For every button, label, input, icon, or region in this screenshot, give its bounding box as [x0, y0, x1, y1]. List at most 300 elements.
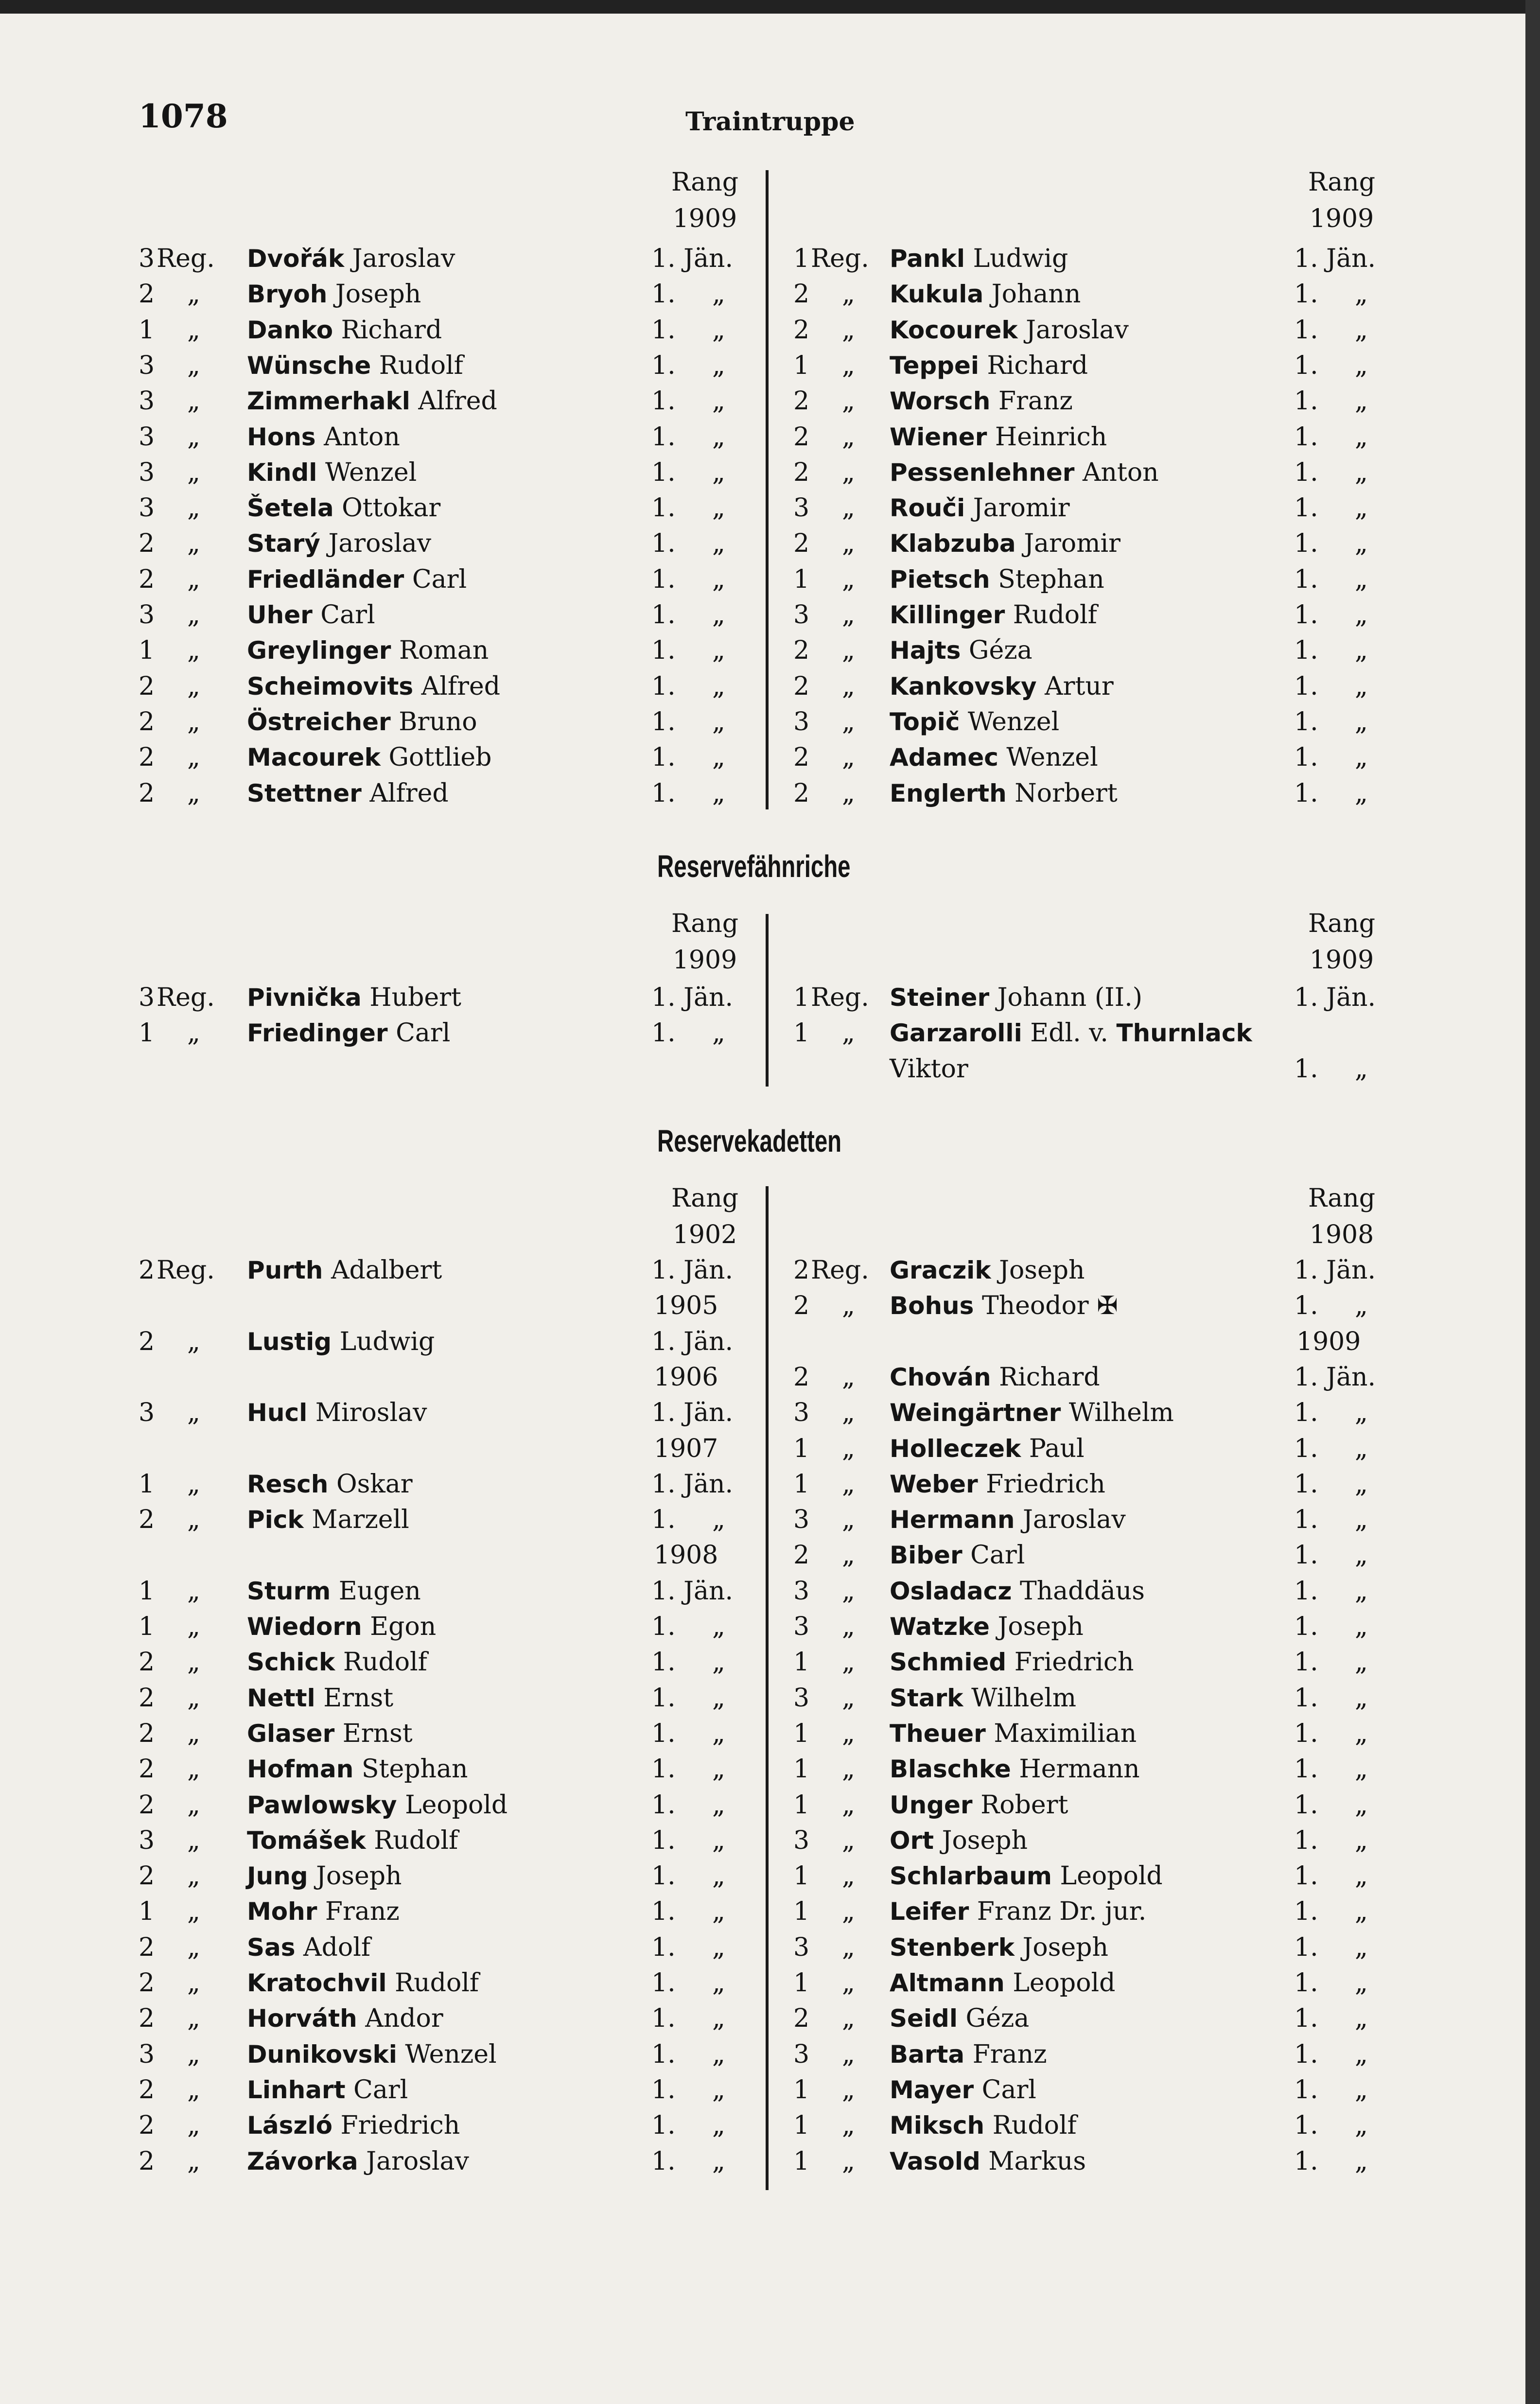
regiment-number: 3: [139, 493, 155, 523]
ditto-mark: „: [187, 1755, 200, 1784]
surname: Östreicher: [247, 707, 391, 736]
ditto-mark: „: [1355, 1291, 1368, 1321]
given-name: Géza: [965, 2004, 1030, 2034]
surname: Friedinger: [247, 1019, 388, 1048]
roster-entry: [0, 1541, 1540, 1575]
surname: Závorka: [247, 2147, 358, 2176]
surname: Theuer: [890, 1719, 986, 1748]
ditto-mark: „: [187, 315, 200, 345]
rank-date: 1.: [651, 1897, 676, 1927]
given-name: Maximilian: [994, 1719, 1137, 1748]
rank-date: 1. Jän.: [1294, 1256, 1376, 1285]
regiment-number: 1: [793, 1755, 810, 1784]
surname: Pessenlehner: [890, 458, 1075, 487]
roster-entry: [0, 244, 1540, 278]
person-name: [890, 1577, 1145, 1606]
given-name: Franz: [972, 2039, 1047, 2069]
rank-date: 1.: [651, 707, 676, 737]
roster-entry: [0, 1054, 1540, 1088]
surname: Garzarolli: [890, 1019, 1022, 1048]
person-name: [890, 779, 1118, 808]
ditto-mark: „: [1355, 529, 1368, 559]
roster-entry: [0, 458, 1540, 492]
ditto-mark: „: [1355, 1576, 1368, 1606]
surname: Killinger: [890, 601, 1005, 629]
surname: Adamec: [890, 743, 998, 772]
rank-date: 1.: [651, 636, 676, 666]
rank-date: 1.: [1294, 1683, 1318, 1713]
surname: Hons: [247, 422, 316, 451]
surname: Lustig: [247, 1327, 332, 1356]
surname: Tomášek: [247, 1826, 366, 1855]
ditto-mark: „: [842, 280, 855, 309]
rang-year: 1908: [654, 1541, 718, 1570]
rank-date: 1.: [1294, 707, 1318, 737]
given-name: Artur: [1045, 671, 1114, 701]
given-name: Egon: [370, 1612, 437, 1641]
roster-entry: [0, 2111, 1540, 2145]
rank-date: 1.: [1294, 1932, 1318, 1962]
given-name: Oskar: [336, 1469, 413, 1499]
ditto-mark: „: [842, 671, 855, 701]
ditto-mark: „: [842, 1648, 855, 1677]
ditto-mark: „: [842, 1541, 855, 1570]
roster-entry: [0, 422, 1540, 456]
regiment-number: 2: [139, 1327, 155, 1356]
regiment-number: 2: [793, 529, 810, 559]
rank-date: 1.: [651, 564, 676, 594]
given-name: Alfred: [369, 778, 449, 808]
rank-date: 1. Jän.: [651, 1327, 734, 1356]
ditto-mark: „: [1355, 2146, 1368, 2176]
regiment-number: 2: [139, 1719, 155, 1748]
given-name: Adalbert: [331, 1256, 442, 1285]
ditto-mark: „: [842, 2004, 855, 2034]
surname: Pawlowsky: [247, 1790, 397, 1819]
rank-date: 1. Jän.: [651, 1398, 734, 1428]
regiment-number: 3: [139, 422, 155, 452]
roster-entry: [0, 1434, 1540, 1468]
given-name: Eugen: [338, 1576, 421, 1606]
surname: Topič: [890, 707, 960, 736]
ditto-mark: „: [842, 1825, 855, 1855]
surname: László: [247, 2111, 332, 2140]
ditto-mark: „: [712, 493, 725, 523]
given-name: Ernst: [323, 1683, 394, 1713]
regiment-number: 1: [139, 636, 155, 666]
ditto-mark: „: [842, 1469, 855, 1499]
rank-date: 1.: [651, 493, 676, 523]
regiment-number: 1: [793, 2146, 810, 2176]
regiment-number: 2: [139, 671, 155, 701]
given-name: Jaromir: [973, 493, 1070, 523]
rang-year: 1909: [672, 204, 737, 233]
regiment-number: 2: [139, 707, 155, 737]
given-name: Jaroslav: [1022, 1505, 1126, 1535]
ditto-mark: „: [1355, 1932, 1368, 1962]
ditto-mark: „: [1355, 707, 1368, 737]
surname: Dunikovski: [247, 2040, 397, 2069]
rank-date: 1.: [1294, 315, 1318, 345]
rank-date: 1.: [651, 422, 676, 452]
regiment-number: 2: [793, 778, 810, 808]
ditto-mark: „: [842, 529, 855, 559]
regiment-number: 2: [139, 280, 155, 309]
regiment-label: Reg.: [157, 244, 215, 273]
given-name: Leopold: [1013, 1968, 1116, 1998]
surname: Resch: [247, 1470, 329, 1498]
person-name: [890, 351, 1088, 380]
roster-entry: [0, 983, 1540, 1017]
rank-date: 1.: [651, 2075, 676, 2105]
rang-header: Rang: [671, 1184, 739, 1213]
surname: Miksch: [890, 2111, 985, 2140]
ditto-mark: „: [1355, 1790, 1368, 1820]
regiment-number: 2: [793, 2004, 810, 2034]
ditto-mark: „: [187, 386, 200, 416]
ditto-mark: „: [187, 1861, 200, 1891]
rang-header: Rang: [1308, 909, 1376, 938]
ditto-mark: „: [187, 1825, 200, 1855]
rank-date: 1.: [1294, 1719, 1318, 1748]
rang-year: 1907: [654, 1434, 718, 1463]
given-name: Rudolf: [343, 1648, 427, 1677]
ditto-mark: „: [712, 386, 725, 416]
roster-entry: [0, 529, 1540, 563]
rank-date: 1.: [1294, 1054, 1318, 1084]
regiment-number: 2: [139, 778, 155, 808]
regiment-number: 1: [793, 1897, 810, 1927]
regiment-number: 3: [793, 1398, 810, 1428]
rang-year: 1902: [672, 1220, 737, 1249]
roster-entry: [0, 280, 1540, 314]
given-name: Jaroslav: [366, 2146, 469, 2176]
rank-date: 1.: [1294, 1825, 1318, 1855]
person-name: [890, 1363, 1100, 1392]
surname: Bohus: [890, 1292, 974, 1320]
surname: Klabzuba: [890, 529, 1016, 558]
roster-entry: [0, 1398, 1540, 1432]
ditto-mark: „: [1355, 564, 1368, 594]
regiment-number: 1: [139, 1018, 155, 1048]
ditto-mark: „: [842, 1362, 855, 1392]
surname: Kindl: [247, 458, 317, 487]
regiment-number: 1: [793, 1719, 810, 1748]
surname: Mayer: [890, 2075, 974, 2104]
given-name: Joseph: [998, 1612, 1084, 1641]
given-name: Rudolf: [374, 1825, 458, 1855]
page-title: Traintruppe: [685, 107, 855, 137]
given-name: Edl. v.: [1030, 1018, 1108, 1048]
given-name: Stephan: [998, 564, 1104, 594]
ditto-mark: „: [842, 1018, 855, 1048]
rank-date: 1.: [651, 1018, 676, 1048]
ditto-mark: „: [712, 636, 725, 666]
ditto-mark: „: [712, 1612, 725, 1641]
regiment-number: 2: [139, 2146, 155, 2176]
ditto-mark: „: [1355, 386, 1368, 416]
regiment-label: Reg.: [811, 244, 869, 273]
ditto-mark: „: [1355, 315, 1368, 345]
given-name: Jaroslav: [328, 529, 432, 559]
given-name: Gottlieb: [388, 743, 492, 772]
ditto-mark: „: [187, 1648, 200, 1677]
ditto-mark: „: [712, 2039, 725, 2069]
surname: Mohr: [247, 1897, 317, 1926]
surname: Wünsche: [247, 351, 371, 380]
ditto-mark: „: [1355, 1968, 1368, 1998]
rank-date: 1.: [1294, 1541, 1318, 1570]
ditto-mark: „: [187, 743, 200, 772]
rank-date: 1. Jän.: [651, 1256, 734, 1285]
regiment-number: 3: [139, 1398, 155, 1428]
ditto-mark: „: [842, 1790, 855, 1820]
ditto-mark: „: [842, 1932, 855, 1962]
regiment-number: 3: [793, 1932, 810, 1962]
ditto-mark: „: [712, 743, 725, 772]
surname: Dvořák: [247, 245, 345, 273]
person-name: [890, 1755, 1140, 1784]
given-name: Markus: [988, 2146, 1086, 2176]
given-name: Carl: [970, 1541, 1025, 1570]
regiment-number: 2: [139, 2075, 155, 2105]
ditto-mark: „: [712, 1825, 725, 1855]
ditto-mark: „: [842, 1505, 855, 1535]
given-name: Hermann: [1019, 1755, 1140, 1784]
ditto-mark: „: [1355, 1897, 1368, 1927]
roster-entry: [0, 2147, 1540, 2181]
rang-year: 1909: [1296, 1327, 1361, 1356]
surname: Altmann: [890, 1969, 1005, 1997]
given-name: Jaroslav: [352, 244, 455, 273]
ditto-mark: „: [712, 1018, 725, 1048]
given-name: Wilhelm: [971, 1683, 1077, 1713]
ditto-mark: „: [1355, 280, 1368, 309]
regiment-label: Reg.: [811, 983, 869, 1012]
regiment-number: 1: [793, 1648, 810, 1677]
regiment-number: 1: [793, 564, 810, 594]
person-name: [890, 2040, 1047, 2069]
person-name: [890, 2004, 1029, 2033]
regiment-number: 1: [793, 2075, 810, 2105]
given-name: Rudolf: [992, 2111, 1077, 2141]
ditto-mark: „: [842, 636, 855, 666]
ditto-mark: „: [842, 1719, 855, 1748]
ditto-mark: „: [187, 2111, 200, 2141]
rank-date: 1.: [651, 1861, 676, 1891]
person-name: [890, 565, 1104, 594]
rang-year: 1908: [1309, 1220, 1374, 1249]
ditto-mark: „: [1355, 671, 1368, 701]
surname: Graczik: [890, 1256, 991, 1284]
ditto-mark: „: [712, 778, 725, 808]
surname: Horváth: [247, 2004, 357, 2033]
surname: Bryoh: [247, 280, 328, 309]
surname: Jung: [247, 1862, 308, 1891]
surname: Seidl: [890, 2004, 958, 2033]
regiment-number: 2: [139, 1683, 155, 1713]
section-title: Reservefähnriche: [657, 849, 851, 884]
surname: Macourek: [247, 743, 381, 772]
ditto-mark: „: [1355, 1612, 1368, 1641]
rank-date: 1. Jän.: [651, 1576, 734, 1606]
regiment-number: 3: [139, 244, 155, 273]
section-title: Reservekadetten: [657, 1123, 842, 1158]
given-name: Stephan: [361, 1755, 468, 1784]
ditto-mark: „: [187, 2039, 200, 2069]
given-name: Richard: [987, 351, 1088, 380]
rang-header: Rang: [671, 168, 739, 197]
surname: Nettl: [247, 1684, 315, 1712]
ditto-mark: „: [1355, 1398, 1368, 1428]
surname: Kocourek: [890, 316, 1018, 344]
regiment-number: 2: [139, 1648, 155, 1677]
regiment-number: 2: [139, 564, 155, 594]
rank-date: 1.: [1294, 1755, 1318, 1784]
ditto-mark: „: [842, 1968, 855, 1998]
given-name: Robert: [980, 1790, 1068, 1820]
ditto-mark: „: [187, 1018, 200, 1048]
ditto-mark: „: [1355, 743, 1368, 772]
ditto-mark: „: [187, 422, 200, 452]
rank-date: 1.: [651, 457, 676, 487]
person-name: [890, 529, 1120, 558]
given-name: Richard: [341, 315, 442, 345]
rank-date: 1.: [1294, 1291, 1318, 1321]
surname: Unger: [890, 1790, 973, 1819]
rang-year: 1905: [654, 1291, 718, 1321]
rank-date: 1.: [651, 386, 676, 416]
person-name: [890, 707, 1059, 737]
rank-date: 1. Jän.: [1294, 1362, 1376, 1392]
regiment-number: 3: [793, 707, 810, 737]
regiment-number: 2: [793, 671, 810, 701]
regiment-number: 2: [139, 1755, 155, 1784]
regiment-number: 2: [139, 1861, 155, 1891]
given-name: Friedrich: [1014, 1648, 1134, 1677]
regiment-number: 2: [139, 1505, 155, 1535]
roster-entry: [0, 1684, 1540, 1718]
surname: Rouči: [890, 494, 965, 523]
given-name: Franz: [325, 1897, 400, 1927]
rank-date: 1.: [1294, 636, 1318, 666]
rank-date: 1. Jän.: [651, 1469, 734, 1499]
ditto-mark: „: [1355, 1434, 1368, 1463]
surname: Teppei: [890, 351, 980, 380]
ditto-mark: „: [187, 1469, 200, 1499]
rang-year: 1909: [1309, 946, 1374, 975]
given-name: Jaroslav: [1026, 315, 1129, 345]
roster-entry: [0, 493, 1540, 527]
ditto-mark: „: [712, 280, 725, 309]
rank-date: 1.: [651, 1648, 676, 1677]
rank-date: 1.: [1294, 422, 1318, 452]
rank-date: 1.: [651, 280, 676, 309]
person-name: [890, 1648, 1134, 1677]
roster-entry: [0, 351, 1540, 385]
surname: Schick: [247, 1648, 335, 1677]
person-name: [890, 1897, 1146, 1926]
rank-date: 1.: [651, 315, 676, 345]
rank-date: 1.: [1294, 1434, 1318, 1463]
roster-entry: [0, 316, 1540, 350]
surname: Zimmerhakl: [247, 387, 410, 416]
rank-date: 1.: [1294, 1612, 1318, 1641]
ditto-mark: „: [1355, 1469, 1368, 1499]
given-name: Ernst: [342, 1719, 413, 1748]
ditto-mark: „: [1355, 2111, 1368, 2141]
ditto-mark: „: [842, 315, 855, 345]
regiment-number: 2: [139, 1968, 155, 1998]
person-name: [890, 1018, 1252, 1048]
given-name: Carl: [981, 2075, 1036, 2105]
year-subheader: [0, 1327, 1540, 1361]
rank-date: 1. Jän.: [1294, 244, 1376, 273]
person-name: [890, 1612, 1084, 1641]
ditto-mark: „: [187, 529, 200, 559]
ditto-mark: „: [712, 707, 725, 737]
surname: Danko: [247, 316, 333, 344]
surname: Schlarbaum: [890, 1862, 1052, 1891]
rang-year: 1909: [672, 946, 737, 975]
surname: Watzke: [890, 1613, 990, 1641]
given-name: Jaromir: [1024, 529, 1120, 559]
rank-date: 1.: [1294, 351, 1318, 380]
ditto-mark: „: [187, 2075, 200, 2105]
person-name: [890, 743, 1098, 772]
given-name: Bruno: [399, 707, 477, 737]
given-name: Leopold: [1060, 1861, 1163, 1891]
ditto-mark: „: [842, 1861, 855, 1891]
ditto-mark: „: [1355, 1505, 1368, 1535]
surname: Hofman: [247, 1755, 354, 1784]
surname: Stenberk: [890, 1933, 1015, 1962]
regiment-number: 3: [139, 2039, 155, 2069]
given-name: Paul: [1029, 1434, 1085, 1463]
roster-entry: [0, 1790, 1540, 1825]
ditto-mark: „: [842, 422, 855, 452]
regiment-number: 2: [793, 1541, 810, 1570]
rank-date: 1.: [651, 1755, 676, 1784]
surname: Purth: [247, 1256, 323, 1284]
ditto-mark: „: [842, 743, 855, 772]
given-name: Alfred: [418, 386, 497, 416]
rank-date: 1.: [1294, 1648, 1318, 1677]
regiment-number: 3: [139, 983, 155, 1012]
person-name: [890, 1719, 1137, 1748]
regiment-number: 3: [139, 457, 155, 487]
roster-entry: [0, 1861, 1540, 1895]
rank-date: 1.: [651, 529, 676, 559]
regiment-number: 3: [793, 600, 810, 630]
ditto-mark: „: [842, 1612, 855, 1641]
given-name: Friedrich: [986, 1469, 1105, 1499]
person-name: [890, 2111, 1077, 2140]
person-name: [890, 636, 1032, 665]
ditto-mark: „: [1355, 493, 1368, 523]
regiment-number: 2: [793, 315, 810, 345]
rang-year: 1906: [654, 1362, 718, 1392]
regiment-number: 2: [793, 1362, 810, 1392]
ditto-mark: „: [842, 493, 855, 523]
given-name: Ludwig: [973, 244, 1068, 273]
regiment-number: 1: [793, 1018, 810, 1048]
surname: Osladacz: [890, 1577, 1012, 1605]
ditto-mark: „: [1355, 2004, 1368, 2034]
ditto-mark: „: [712, 564, 725, 594]
regiment-number: 2: [139, 743, 155, 772]
rank-date: 1.: [1294, 493, 1318, 523]
